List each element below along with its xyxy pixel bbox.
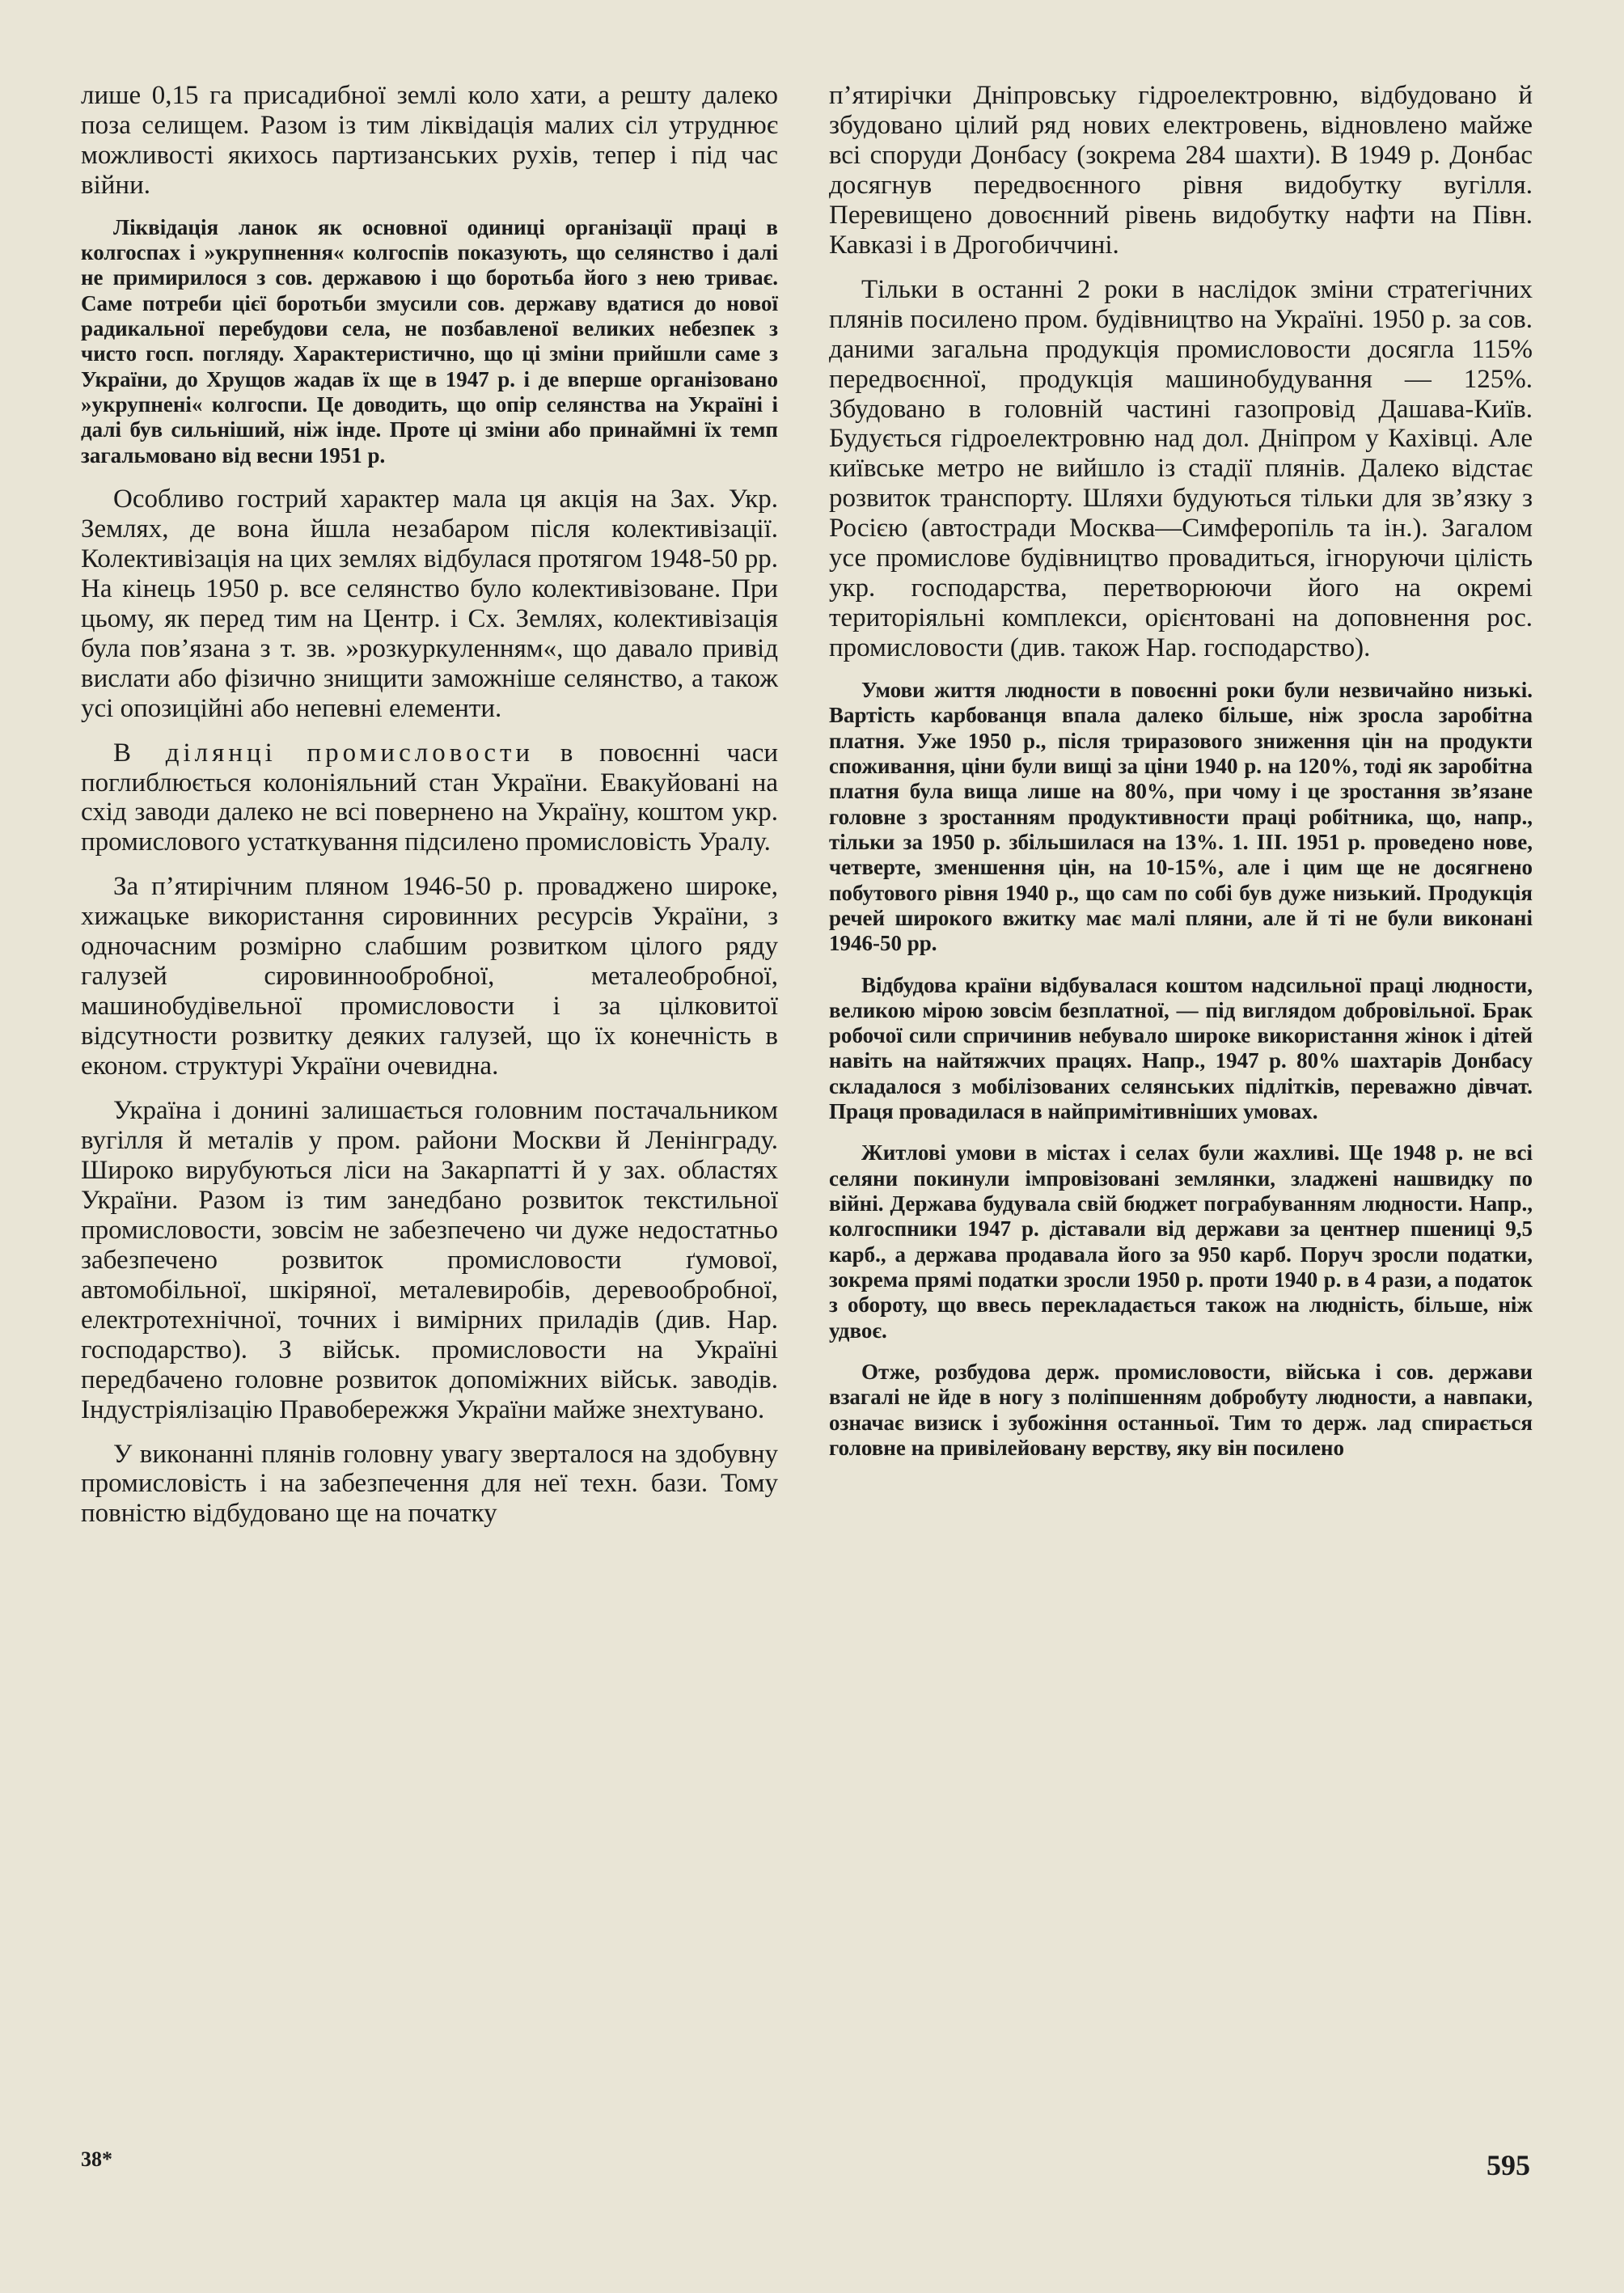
paragraph-text: Україна і донині залишається головним постачальником вугілля й металів у пром. райони Москви й Ленінграду. Широко вирубуються ліси на Закарпатті й у зах. областях України. Разом із тим занедбано розвиток текстильної промисловости, зовсім не забезпечено чи дуже недостатньо забезпечено розвиток промисловости ґумової, автомобільної, шкіряної, металевиробів, деревообробної, електротехнічної, точних і вимірних приладів (див. Нар. господарство). З військ. промисловости на Україні передбачено головне розвиток допоміжних військ. заводів. Індустріялізацію Правобережжя України майже знехтувано. [81, 1096, 778, 1424]
paragraph [829, 678, 1533, 956]
paragraph-text: Житлові умови в містах і селах були жахливі. Ще 1948 р. не всі селяни покинули імпровізовані землянки, зладжені нашвидку по війні. Держава будувала свій бюджет пограбуванням людности. Напр., колгоспники 1947 р. діставали від держави за центнер пшениці 9,5 карб., а держава продавала його за 950 карб. Поруч зросли податки, зокрема прямі податки зросли 1950 р. проти 1940 р. в 4 рази, а податок з обороту, що ввесь перекладається також на людність, більше, ніж удвоє. [829, 1140, 1533, 1343]
paragraph-text: Особливо гострий характер мала ця акція на Зах. Укр. Землях, де вона йшла незабаром після колективізації. Колективізація на цих землях відбулася протягом 1948-50 рр. На кінець 1950 р. все селянство було колективізоване. При цьому, як перед тим на Центр. і Сх. Землях, колективізація була пов’язана з т. зв. »розкуркуленням«, що давало привід вислати або фізично знищити заможніше селянство, а також усі опозиційні або непевні елементи. [81, 484, 778, 723]
paragraph [81, 738, 778, 858]
paragraph-text: Відбудова країни відбувалася коштом надсильної праці людности, великою мірою зовсім безплатної, — під виглядом добровільної. Брак робочої сили спричинив небувало широке використання жінок і дітей навіть на найтяжчих працях. Напр., 1947 р. 80% шахтарів Донбасу складалося з мобілізованих селянських підлітків, переважно дівчат. Праця провадилася в найпримітивніших умовах. [829, 972, 1533, 1124]
paragraph-text: Тільки в останні 2 роки в наслідок зміни стратегічних плянів посилено пром. будівництво на Україні. 1950 р. за сов. даними загальна продукція промисловости досягла 115% передвоєнної, продукція машинобудування — 125%. Збудовано в головній частині газопровід Дашава-Київ. Будується гідроелектровню над дол. Дніпром у Кахівці. Але київське метро не вийшло із стадії плянів. Далеко відстає розвиток транспорту. Шляхи будуються тільки для зв’язку з Росією (автостради Москва—Симферопіль та ін.). Загалом усе промислове будівництво провадиться, ігноруючи цілість укр. господарства, перетворюючи його на окремі територіяльні комплекси, орієнтовані на доповнення рос. промисловости (див. також Нар. господарство). [829, 274, 1533, 663]
left-column [81, 81, 778, 1543]
paragraph [829, 275, 1533, 663]
paragraph-text: лише 0,15 га присадибної землі коло хати, а решту далеко поза селищем. Разом із тим ліквідація малих сіл утруднює можливості якихось партизанських рухів, тепер і під час війни. [81, 81, 778, 200]
page-number: 595 [1487, 2149, 1530, 2181]
paragraph-text: Отже, розбудова держ. промисловости, війська і сов. держави взагалі не йде в ногу з поліпшенням добробуту людности, а навпаки, означає визиск і зубожіння останньої. Тим то держ. лад спирається головне на привілейовану верству, яку він посилено [829, 1359, 1533, 1460]
paragraph-text: в повоєнні часи поглиблюється колоніяльний стан України. Евакуйовані на схід заводи далеко не всі повернено на Україну, коштом укр. промислового устаткування підсилено промисловість Уралу. [81, 738, 779, 857]
paragraph [81, 1440, 778, 1529]
paragraph [81, 215, 778, 468]
paragraph [81, 1096, 778, 1424]
paragraph [829, 1360, 1533, 1461]
spaced-heading-text: В ділянці промисловости [113, 738, 535, 768]
paragraph [81, 872, 778, 1081]
paragraph-text: Ліквідація ланок як основної одиниці організації праці в колгоспах і »укрупнення« колгоспів показують, що селянство і далі не примирилося з сов. державою і що боротьба його з нею триває. Саме потреби цієї боротьби змусили сов. державу вдатися до нової радикальної перебудови села, не позбавленої великих небезпек з чисто госп. погляду. Характеристично, що ці зміни прийшли саме з України, до Хрущов жадав їх ще в 1947 р. і де вперше організовано »укрупнені« колгоспи. Це доводить, що опір селянства на Україні і далі був сильніший, ніж інде. Проте ці зміни або принаймні їх темп загальмовано від весни 1951 р. [81, 214, 778, 467]
paragraph-text: Умови життя людности в повоєнні роки були незвичайно низькі. Вартість карбованця впала далеко більше, ніж зросла заробітна платня. Уже 1950 р., після триразового зниження цін на продукти споживання, ціни були вищі за ціни 1940 р. на 120%, тоді як заробітна платня була вища лише на 80%, при чому і це зростання зв’язане головне з зростанням продуктивности праці робітника, що, напр., тільки за 1950 р. збільшилася на 13%. 1. III. 1951 р. проведено нове, четверте, зменшення цін, на 10-15%, але і цим ще не досягнено побутового рівня 1940 р., що сам по собі був дуже низький. Продукція речей широкого вжитку має малі пляни, але й ті не були виконані 1946-50 рр. [829, 678, 1533, 956]
paragraph-text: У виконанні плянів головну увагу зверталося на здобувну промисловість і на забезпечення для неї техн. бази. Тому повністю відбудовано ще на початку [81, 1439, 778, 1529]
paragraph-text: п’ятирічки Дніпровську гідроелектровню, відбудовано й збудовано цілий ряд нових електровень, відновлено майже всі споруди Донбасу (зокрема 284 шахти). В 1949 р. Донбас досягнув передвоєнного рівня видобутку вугілля. Перевищено довоєнний рівень видобутку нафти на Півн. Кавказі і в Дрогобиччині. [829, 81, 1533, 260]
paragraph [81, 484, 778, 724]
paragraph-text: За п’ятирічним пляном 1946-50 р. проваджено широке, хижацьке використання сировинних ресурсів України, з одночасним розмірно слабшим розвитком цілого ряду галузей сировиннообробної, металеобробної, машинобудівельної промисловости і за цілковитої відсутности розвитку деяких галузей, що їх конечність в економ. структурі України очевидна. [81, 872, 778, 1081]
right-column [829, 81, 1533, 1477]
paragraph [81, 81, 778, 201]
paragraph [829, 973, 1533, 1125]
paragraph [829, 81, 1533, 260]
paragraph [829, 1140, 1533, 1343]
signature-mark: 38* [81, 2147, 112, 2171]
